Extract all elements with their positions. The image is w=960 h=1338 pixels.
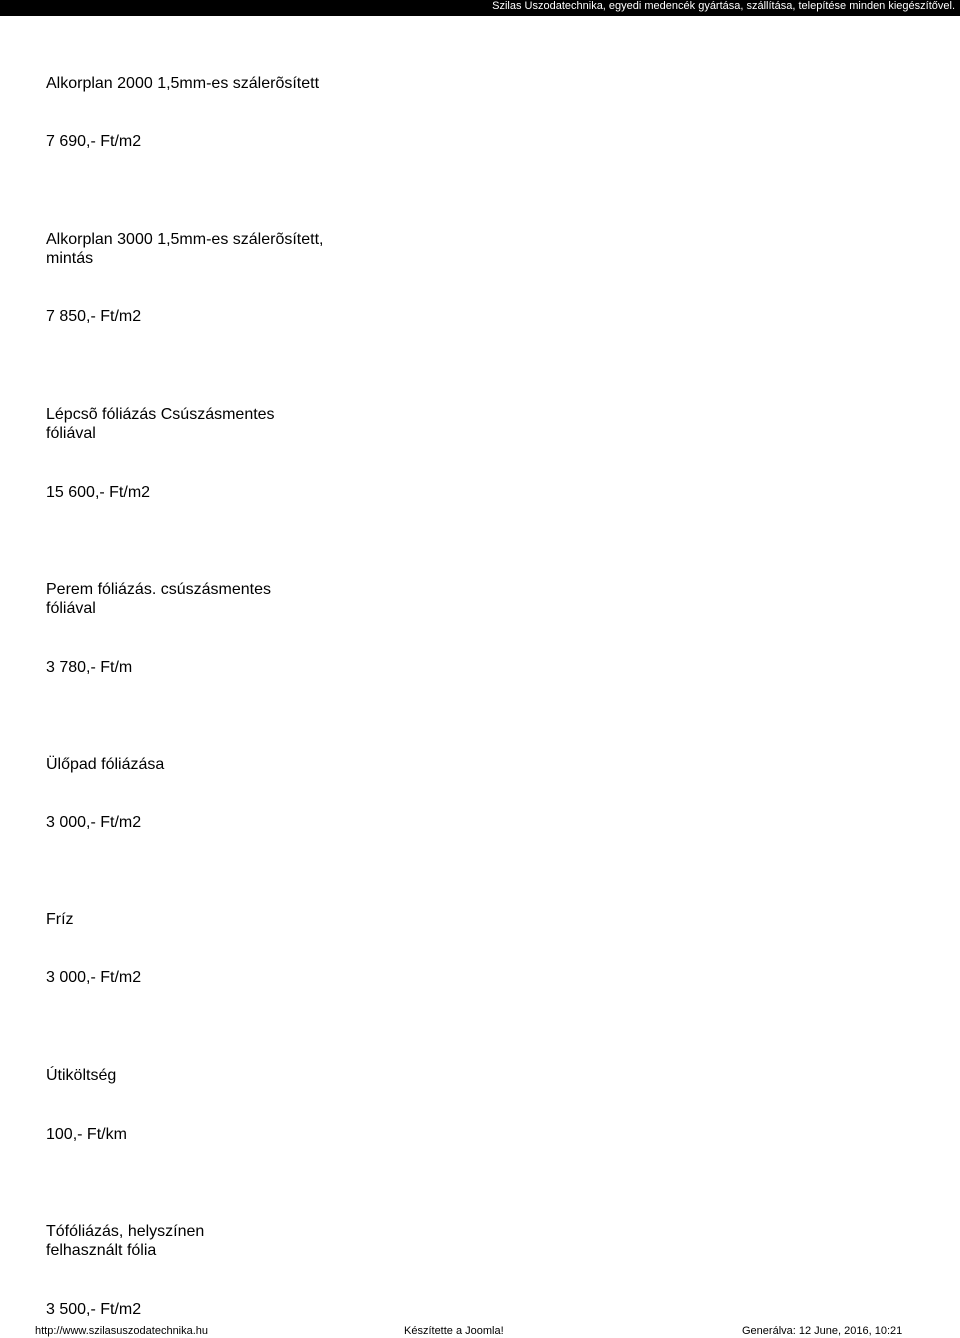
item-name-line: Tófóliázás, helyszínen xyxy=(46,1223,205,1240)
item-price: 7 850,- Ft/m2 xyxy=(46,308,142,325)
item-name-line: Ülőpad fóliázása xyxy=(46,756,165,773)
item-name-line: Perem fóliázás. csúszásmentes xyxy=(46,581,271,598)
item-price: 100,- Ft/km xyxy=(46,1126,127,1143)
footer-made-with: Készítette a Joomla! xyxy=(404,1325,504,1337)
item-name-line: fóliával xyxy=(46,600,96,617)
item-name-line: fóliával xyxy=(46,425,96,442)
item-name-line: felhasznált fólia xyxy=(46,1242,157,1259)
header-title: Szilas Uszodatechnika, egyedi medencék gyártása, szállítása, telepítése minden kiegészítővel. xyxy=(492,0,955,12)
item-price: 3 000,- Ft/m2 xyxy=(46,814,142,831)
item-name-line: mintás xyxy=(46,250,94,267)
footer xyxy=(0,1324,960,1338)
item-price: 7 690,- Ft/m2 xyxy=(46,133,142,150)
footer-url-link[interactable]: http://www.szilasuszodatechnika.hu xyxy=(35,1325,209,1337)
item-price: 3 000,- Ft/m2 xyxy=(46,969,142,986)
item-name-line: Fríz xyxy=(46,911,74,928)
item-price: 3 500,- Ft/m2 xyxy=(46,1301,142,1318)
item-name-line: Útiköltség xyxy=(46,1067,117,1084)
item-price: 15 600,- Ft/m2 xyxy=(46,484,151,501)
item-name-line: Lépcsõ fóliázás Csúszásmentes xyxy=(46,406,275,423)
item-name-line: Alkorplan 2000 1,5mm-es szálerõsített xyxy=(46,75,320,92)
footer-generated: Generálva: 12 June, 2016, 10:21 xyxy=(742,1325,903,1337)
item-name-line: Alkorplan 3000 1,5mm-es szálerõsített, xyxy=(46,231,324,248)
item-price: 3 780,- Ft/m xyxy=(46,659,133,676)
